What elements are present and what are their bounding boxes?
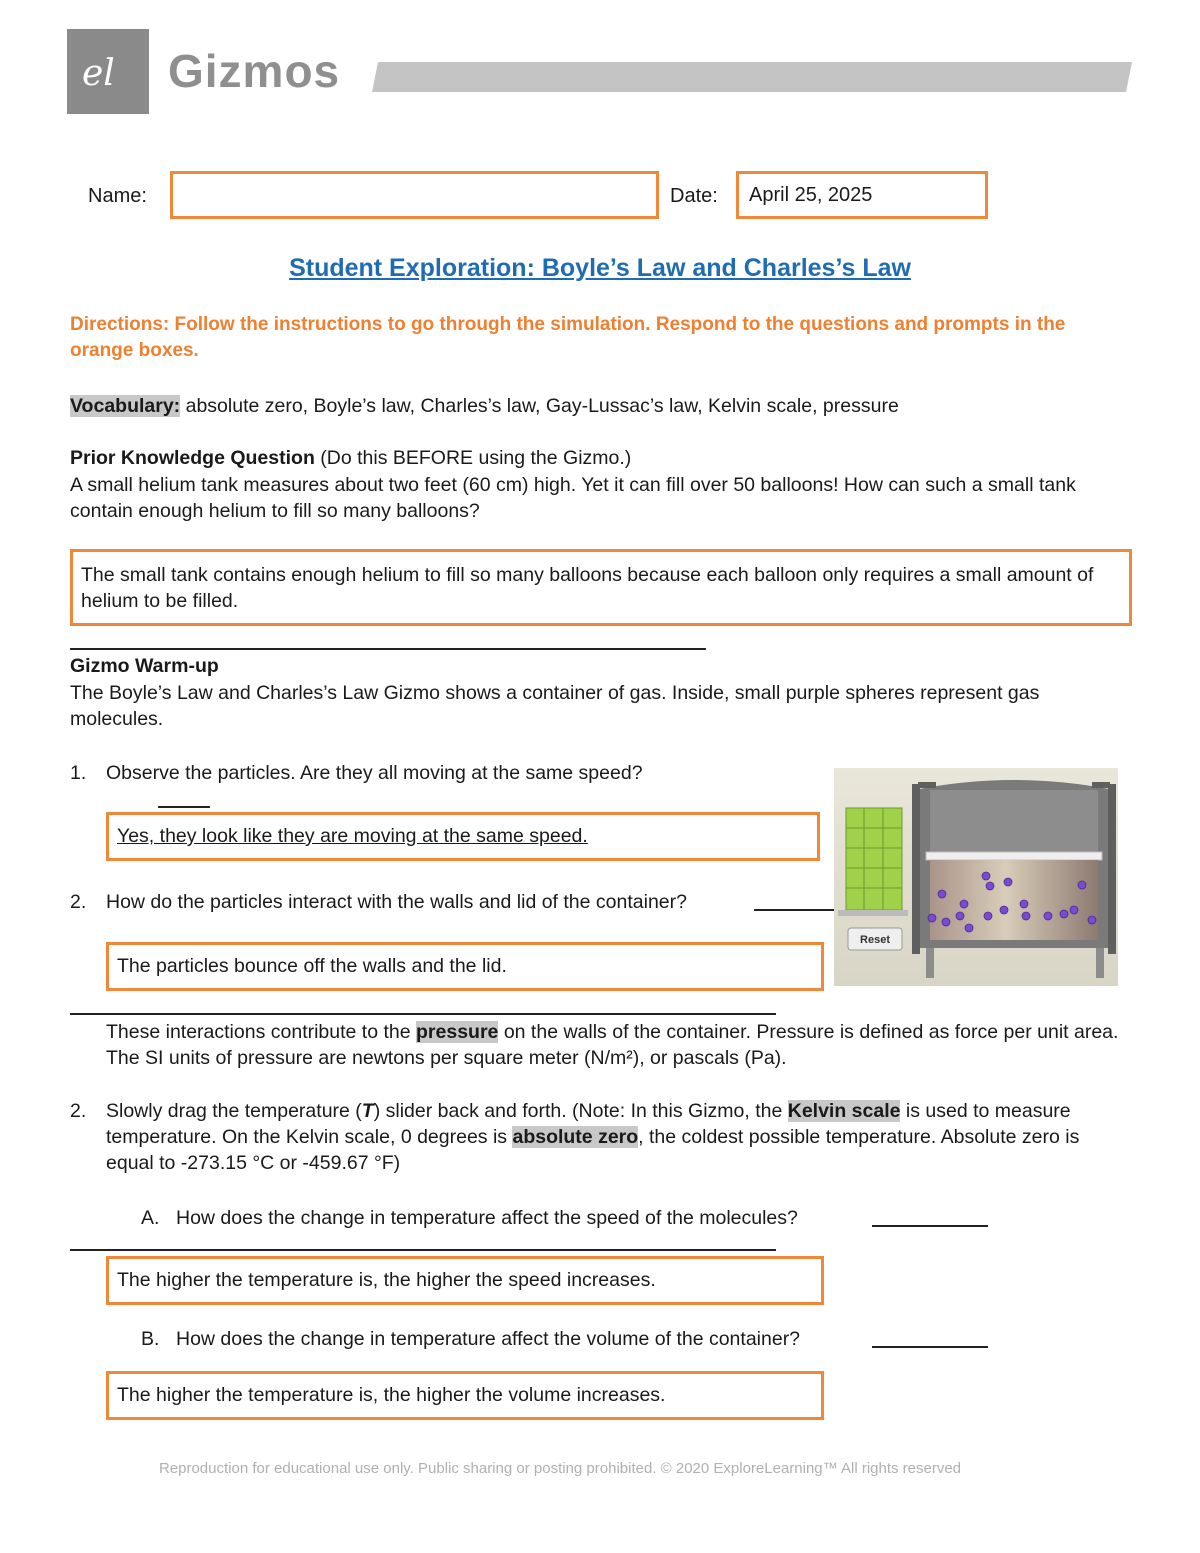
date-field[interactable]: [736, 171, 988, 219]
q3-text-b: ) slider back and forth. (Note: In this Gizmo, the: [373, 1100, 783, 1122]
svg-text:el: el: [82, 52, 115, 94]
pressure-term: pressure: [416, 1021, 499, 1043]
prior-answer: The small tank contains enough helium to fill so many balloons because each balloon only requires a small amount of helium to be filled.: [81, 564, 1094, 612]
date-value: April 25, 2025: [749, 184, 873, 206]
qb-text: How does the change in temperature affect the volume of the container?: [176, 1328, 801, 1350]
q3-text: [106, 1098, 1126, 1176]
directions-text: Directions: Follow the instructions to go through the simulation. Respond to the questions and prompts in the orange boxes.: [70, 314, 1066, 361]
qb-blank-line: [872, 1346, 988, 1348]
qa-blank-line: [872, 1225, 988, 1227]
kelvin-scale-term: Kelvin scale: [787, 1100, 901, 1122]
header-banner-bar: [372, 62, 1132, 92]
name-field[interactable]: [170, 171, 659, 219]
q3-number: 2.: [70, 1100, 87, 1122]
absolute-zero-term: absolute zero: [512, 1126, 639, 1148]
q1-text: Observe the particles. Are they all moving at the same speed?: [106, 762, 643, 784]
qa-answer-rule: [70, 1249, 776, 1251]
warmup-intro: The Boyle’s Law and Charles’s Law Gizmo shows a container of gas. Inside, small purple spheres represent gas molecules.: [70, 682, 1040, 730]
q1-blank-line: [158, 806, 210, 808]
name-value: [173, 174, 656, 194]
prior-heading: Prior Knowledge Question: [70, 447, 315, 469]
q3-text-c: is used to measure temperature. On the Kelvin scale, 0 degrees is: [106, 1100, 1071, 1148]
q2-answer: The particles bounce off the walls and the lid.: [117, 955, 507, 977]
prior-knowledge-heading: [70, 445, 1130, 471]
brand-wordmark: Gizmos: [168, 45, 341, 97]
q2-blank-line: [754, 909, 834, 911]
sim-reset-label: Reset: [860, 934, 890, 946]
q2-number: 2.: [70, 891, 87, 913]
qa-label: A.: [141, 1207, 160, 1229]
gizmo-simulation-image: [834, 768, 1118, 986]
weight-stack: [838, 808, 908, 916]
prior-question: A small helium tank measures about two feet (60 cm) high. Yet it can fill over 50 balloons! How can such a small tank contain enough helium to fill so many balloons?: [70, 474, 1076, 522]
q2-answer-rule: [70, 1013, 776, 1015]
qb-label: B.: [141, 1328, 160, 1350]
q1-answer: Yes, they look like they are moving at the same speed.: [117, 825, 588, 847]
q2-answer-box[interactable]: [106, 942, 824, 991]
temperature-symbol: T: [361, 1100, 374, 1122]
qb-answer: The higher the temperature is, the higher the volume increases.: [117, 1384, 666, 1406]
section-divider: [70, 648, 706, 650]
pressure-paragraph: [106, 1019, 1136, 1071]
pressure-text-post: on the walls of the container. Pressure is defined as force per unit area. The SI units of pressure are newtons per square meter (N/m²), or pascals (Pa).: [106, 1021, 1119, 1069]
qa-answer: The higher the temperature is, the higher the speed increases.: [117, 1269, 656, 1291]
page-title: Student Exploration: Boyle’s Law and Charles’s Law: [289, 254, 911, 282]
qb-answer-box[interactable]: [106, 1371, 824, 1420]
qa-answer-box[interactable]: [106, 1256, 824, 1305]
q1-answer-box[interactable]: [106, 812, 820, 861]
explorelearning-logo: [67, 29, 149, 114]
gas-chamber: [930, 860, 1098, 940]
qa-text: How does the change in temperature affect the speed of the molecules?: [176, 1207, 798, 1229]
q3-text-d: , the coldest possible temperature. Absolute zero is equal to -273.15 °C or -459.67 °F): [106, 1126, 1080, 1174]
vocabulary-terms: absolute zero, Boyle’s law, Charles’s law, Gay-Lussac’s law, Kelvin scale, pressure: [185, 395, 899, 417]
date-label: Date:: [670, 185, 718, 207]
prior-note: (Do this BEFORE using the Gizmo.): [320, 447, 632, 469]
name-label: Name:: [88, 185, 147, 207]
q2-text: How do the particles interact with the walls and lid of the container?: [106, 891, 687, 913]
q3-text-a: Slowly drag the temperature (: [106, 1100, 362, 1122]
logo-mark-icon: [78, 47, 138, 97]
footer-copyright: Reproduction for educational use only. Public sharing or posting prohibited. © 2020 ExploreLearning™ All rights reserved: [158, 1460, 962, 1477]
vocabulary-label: Vocabulary:: [70, 395, 181, 417]
container-lid: [926, 852, 1102, 860]
warmup-heading: Gizmo Warm-up: [70, 655, 219, 677]
q1-number: 1.: [70, 762, 87, 784]
pressure-text-pre: These interactions contribute to the: [106, 1021, 411, 1043]
vocabulary-line: [70, 393, 1130, 419]
prior-answer-box[interactable]: [70, 549, 1132, 626]
